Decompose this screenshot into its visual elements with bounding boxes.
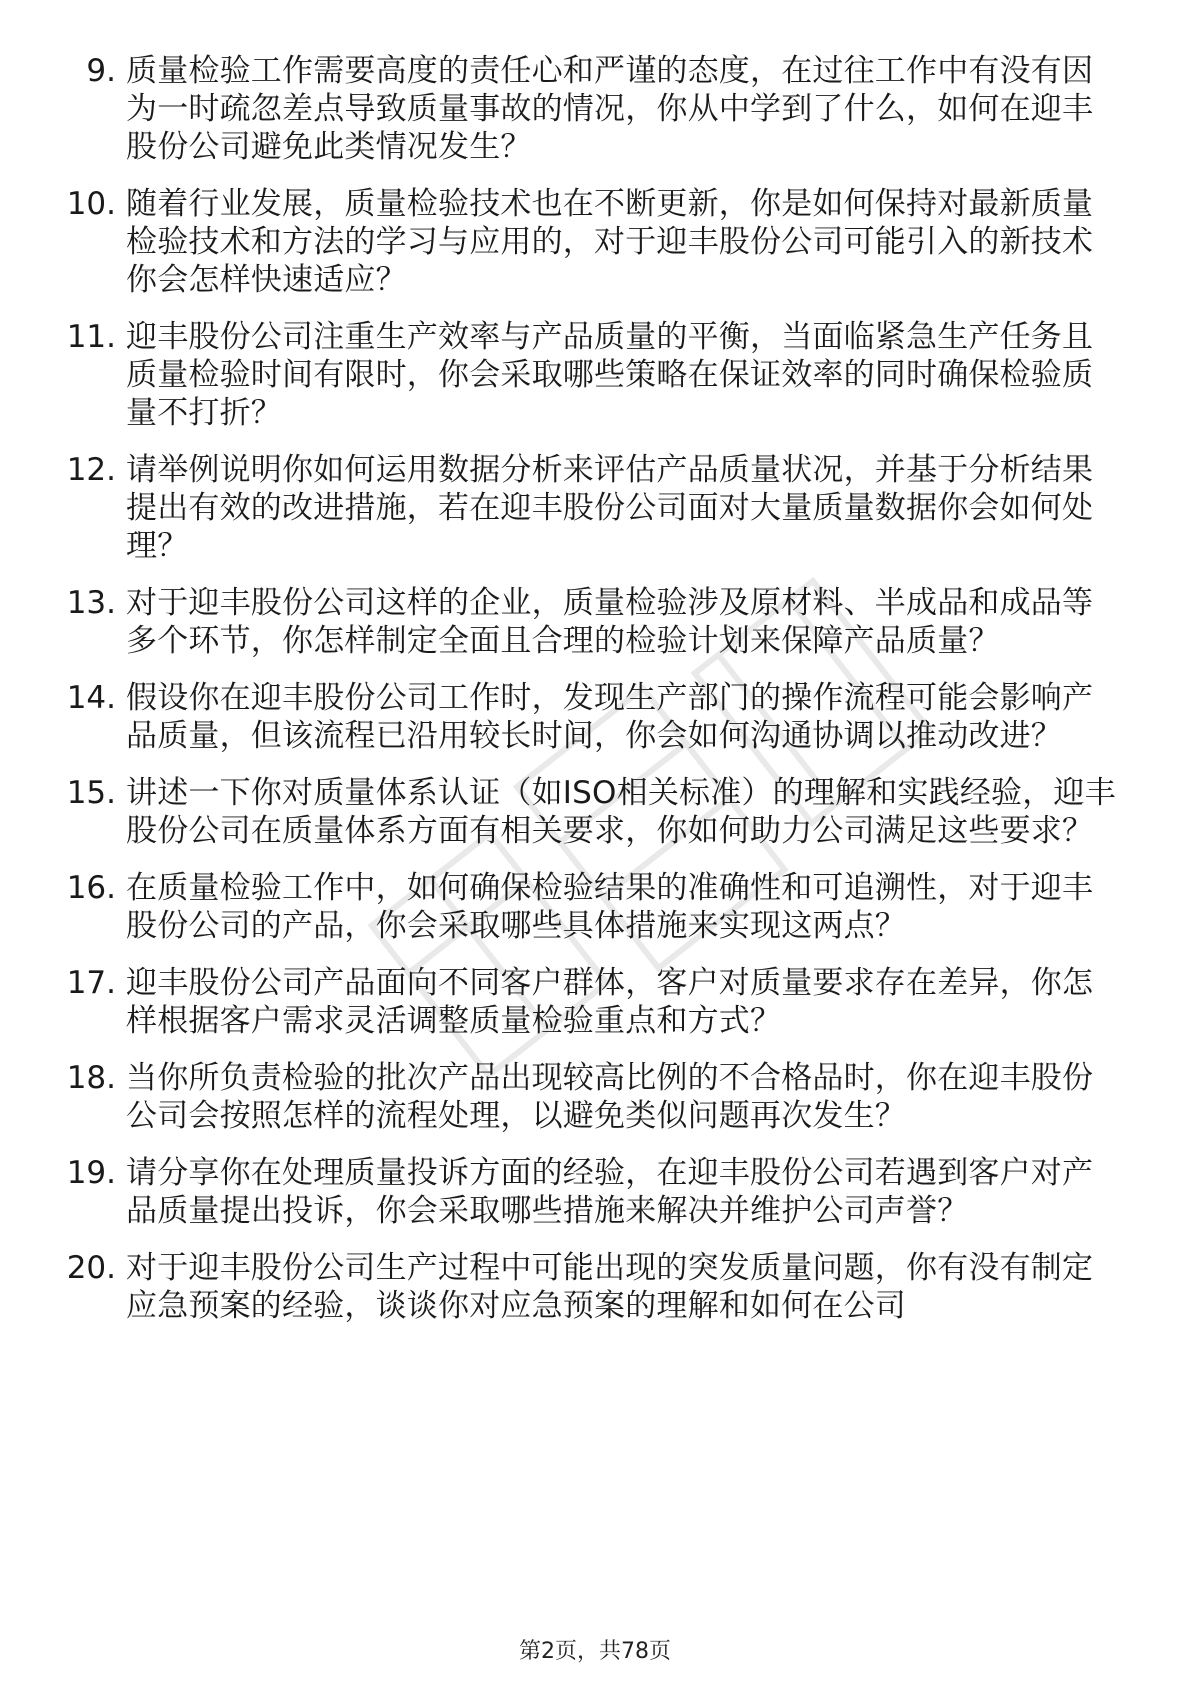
question-item bbox=[58, 964, 1118, 1040]
question-item bbox=[58, 451, 1118, 565]
question-text: 对于迎丰股份公司这样的企业，质量检验涉及原材料、半成品和成品等多个环节，你怎样制定全面且合理的检验计划来保障产品质量？ bbox=[126, 585, 1094, 659]
question-number: 15. bbox=[66, 775, 116, 811]
question-text: 假设你在迎丰股份公司工作时，发现生产部门的操作流程可能会影响产品质量，但该流程已沿用较长时间，你会如何沟通协调以推动改进？ bbox=[126, 680, 1094, 754]
question-text: 质量检验工作需要高度的责任心和严谨的态度，在过往工作中有没有因为一时疏忽差点导致质量事故的情况，你从中学到了什么，如何在迎丰股份公司避免此类情况发生？ bbox=[126, 53, 1094, 165]
question-text: 请举例说明你如何运用数据分析来评估产品质量状况，并基于分析结果提出有效的改进措施，若在迎丰股份公司面对大量质量数据你会如何处理？ bbox=[126, 452, 1094, 564]
question-item bbox=[58, 185, 1118, 299]
question-number: 17. bbox=[66, 965, 116, 1001]
question-item bbox=[58, 869, 1118, 945]
question-text: 讲述一下你对质量体系认证（如ISO相关标准）的理解和实践经验，迎丰股份公司在质量体系方面有相关要求，你如何助力公司满足这些要求？ bbox=[126, 775, 1116, 849]
question-number: 18. bbox=[66, 1060, 116, 1096]
question-number: 14. bbox=[66, 680, 116, 716]
question-number: 12. bbox=[66, 452, 116, 488]
question-item bbox=[58, 584, 1118, 660]
question-number: 16. bbox=[66, 870, 116, 906]
question-item bbox=[58, 774, 1118, 850]
question-text: 迎丰股份公司产品面向不同客户群体，客户对质量要求存在差异，你怎样根据客户需求灵活调整质量检验重点和方式？ bbox=[126, 965, 1094, 1039]
question-text: 对于迎丰股份公司生产过程中可能出现的突发质量问题，你有没有制定应急预案的经验，谈谈你对应急预案的理解和如何在公司 bbox=[126, 1250, 1094, 1324]
question-text: 随着行业发展，质量检验技术也在不断更新，你是如何保持对最新质量检验技术和方法的学习与应用的，对于迎丰股份公司可能引入的新技术你会怎样快速适应？ bbox=[126, 186, 1094, 298]
question-text: 请分享你在处理质量投诉方面的经验，在迎丰股份公司若遇到客户对产品质量提出投诉，你会采取哪些措施来解决并维护公司声誉？ bbox=[126, 1155, 1094, 1229]
page-footer: 第2页，共78页 bbox=[519, 1639, 671, 1664]
question-text: 迎丰股份公司注重生产效率与产品质量的平衡，当面临紧急生产任务且质量检验时间有限时，你会采取哪些策略在保证效率的同时确保检验质量不打折？ bbox=[126, 319, 1094, 431]
question-number: 10. bbox=[66, 186, 116, 222]
question-item bbox=[58, 52, 1118, 166]
question-number: 20. bbox=[66, 1250, 116, 1286]
question-item bbox=[58, 1154, 1118, 1230]
question-item bbox=[58, 1249, 1118, 1325]
question-text: 当你所负责检验的批次产品出现较高比例的不合格品时，你在迎丰股份公司会按照怎样的流程处理，以避免类似问题再次发生？ bbox=[126, 1060, 1094, 1134]
question-item bbox=[58, 1059, 1118, 1135]
question-number: 13. bbox=[66, 585, 116, 621]
question-number: 11. bbox=[66, 319, 116, 355]
question-item bbox=[58, 679, 1118, 755]
question-number: 19. bbox=[66, 1155, 116, 1191]
question-list bbox=[58, 52, 1118, 1344]
question-number: 9. bbox=[86, 53, 116, 89]
question-item bbox=[58, 318, 1118, 432]
question-text: 在质量检验工作中，如何确保检验结果的准确性和可追溯性，对于迎丰股份公司的产品，你会采取哪些具体措施来实现这两点？ bbox=[126, 870, 1094, 944]
